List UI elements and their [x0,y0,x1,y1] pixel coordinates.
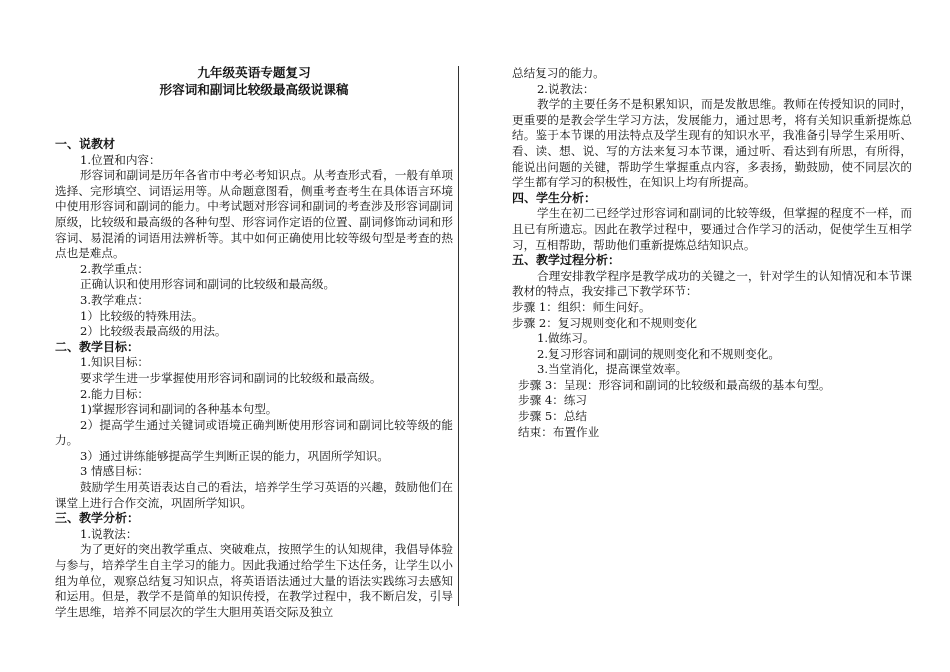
left-column [55,64,453,620]
text-line: 1)掌握形容词和副词的各种基本句型。 [80,402,278,417]
section-heading: 三、教学分析： [55,511,140,526]
text-line: 2）比较级表最高级的用法。 [80,324,227,339]
text-line: 1）比较级的特殊用法。 [80,308,204,323]
text-line: 合理安排教学程序是教学成功的关键之一，针对学生的认知情况和本节课教材的特点，我安排己下教学环节： [512,268,912,299]
text-line: 学生在初二已经学过形容词和副词的比较等级，但掌握的程度不一样，而且已有所遗忘。因此在教学过程中，要通过合作学习的活动，促使学生互相学习，互相帮助，帮助他们重新提炼总结知识点。 [512,206,912,252]
section-heading: 一、说教材 [55,137,116,151]
text-line: 正确认识和使用形容词和副词的比较级和最高级。 [80,277,336,292]
right-column [512,66,912,440]
text-line: 1.位置和内容： [80,152,161,167]
text-line: 3 情感目标： [80,464,150,479]
text-line: 结束：布置作业 [518,424,600,439]
section-heading: 五、教学过程分析： [512,253,621,268]
text-line: 1.做练习。 [537,331,595,346]
document-subtitle: 形容词和副词比较级最高级说课稿 [159,82,349,97]
text-line: 鼓励学生用英语表达自己的看法，培养学生学习英语的兴趣，鼓励他们在课堂上进行合作交流，巩固所学知识。 [55,480,453,510]
column-divider [458,66,459,606]
text-line: 步骤 2：复习规则变化和不规则变化 [512,315,697,330]
text-line: 为了更好的突出教学重点、突破难点，按照学生的认知规律，我倡导体验与参与，培养学生自主学习的能力。因此我通过给学生下达任务，让学生以小组为单位，观察总结复习知识点，将英语语法通过大量的语法实践练习去感知和运用。但是，教学不是简单的知识传授，在教学过程中，我不断启发，引导学生思维，培养不同层次的学生大胆用英语交际及独立 [55,542,453,619]
text-line: 3.教学难点： [80,292,150,307]
text-line: 步骤 4：练习 [518,393,588,408]
text-line: 3）通过讲练能够提高学生判断正误的能力，巩固所学知识。 [80,448,389,463]
document-title: 九年级英语专题复习 [197,65,311,80]
right-column-body [512,66,912,440]
left-column-body [55,137,453,620]
text-line: 1.知识目标： [80,355,150,370]
text-line: 2.能力目标： [80,386,150,401]
text-line: 步骤 5：总结 [518,409,588,424]
text-line: 3.当堂消化，提高课堂效率。 [537,362,688,377]
section-heading: 四、学生分析： [512,190,597,205]
text-line: 形容词和副词是历年各省市中考必考知识点。从考查形式看，一般有单项选择、完形填空、词语运用等。从命题意图看，侧重考查考生在具体语言环境中使用形容词和副词的能力。中考试题对形容词和副词的考查涉及形容词副词原级，比较级和最高级的各种句型、形容词作定语的位置、副词修饰动词和形容词、易混淆的词语用法辨析等。其中如何正确使用比较等级句型是考查的热点也是难点。 [55,168,453,261]
text-line: 1.说教法： [80,526,138,541]
text-line: 步骤 1：组织：师生问好。 [512,299,651,314]
text-line: 要求学生进一步掌握使用形容词和副词的比较级和最高级。 [80,370,382,385]
text-line: 2.复习形容词和副词的规则变化和不规则变化。 [537,346,780,361]
text-line: 2）提高学生通过关键词或语境正确判断使用形容词和副词比较等级的能力。 [55,417,453,448]
text-line: 2.说教法： [537,81,595,96]
text-line: 教学的主要任务不是积累知识，而是发散思维。教师在传授知识的同时，更重要的是教会学生学习方法，发展能力，通过思考，将有关知识重新提炼总结。鉴于本节课的用法特点及学生现有的知识水平，我准备引导学生采用听、看、读、想、说、写的方法来复习本节课，通过听、看达到有所思，有所得，能说出问题的关键，帮助学生掌握重点内容，多表扬，勤鼓励，使不同层次的学生都有学习的积极性，在知识上均有所提高。 [512,97,912,190]
text-line: 总结复习的能力。 [512,66,605,80]
text-line: 2.教学重点： [80,261,150,276]
section-heading: 二、教学目标： [55,339,140,354]
text-line: 步骤 3：呈现：形容词和副词的比较级和最高级的基本句型。 [518,377,831,392]
